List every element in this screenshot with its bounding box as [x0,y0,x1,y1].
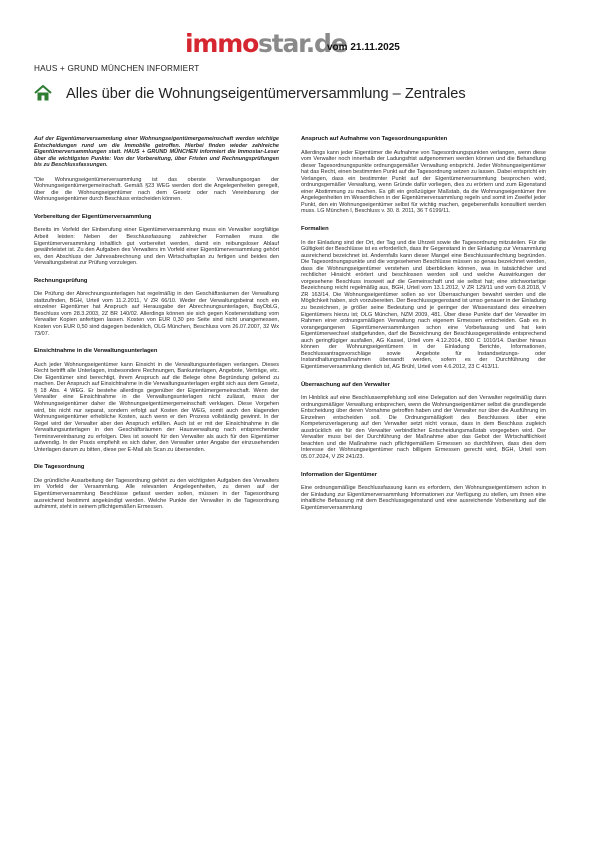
article-title: Alles über die Wohnungseigentümerversammlung – Zentrales [66,86,466,102]
section-heading: Die Tagesordnung [34,464,85,471]
paragraph: Auch jeder Wohnungseigentümer kann Einsicht in die Verwaltungsunterlagen verlangen. Dieses Recht betrifft alle Unterlagen, insbesondere Rechnungen, Bankunterlagen, Angebote, Verträge, etc. Die Eigentümer sind berechtigt, ihrem Anspruch auf die Belege ohne Begründung geltend zu machen. Der Anspruch auf Einsichtnahme in die Verwaltungsunterlagen ergibt sich aus dem Gesetz, § 18 Abs. 4 WEG. Er bestehe allerdings gegenüber der Eigentümergemeinschaft. Wenn der Verwalter eine Einsichtnahme in die Verwaltungsunterlagen nicht zulässt, muss der Wohnungseigentümer daher die Wohnungseigentümergemeinschaft verklagen. Diese Vorgehen wird, bis nicht nur separat, sondern erfolgt auf Kosten der WEG, somit auch den klagenden Wohnungseigentümer erhebliche Kosten, auch wenn er den Prozess vollständig gewinnt. In der Regel wird der Verwalter aber den Anspruch erfüllen. Auch ist er mit der Einsichtnahme in die Verwaltungsunterlagen in den Geschäftsräumen der Hausverwaltung nach entsprechender Terminsvereinbarung zu erfolgen. Dies ist sowohl für den Verwalter als auch für den Eigentümer aufwendig. In der Praxis empfiehlt es sich daher, den Verwalter unter Angabe der einzusehenden Unterlagen darum zu bitten, diese per E-Mail als Scan zu übersenden. [34,361,279,453]
paragraph: Eine ordnungsmäßige Beschlussfassung kann es erfordern, den Wohnungseigentümern schon in der Einladung zur Eigentümerversammlung Informationen zur Verfügung zu stellen, um ihnen eine inhaltliche Befassung mit dem Beschlussgegenstand und eine ausreichende Vorbereitung auf die Eigentümerversammlung [301,485,546,511]
section-heading: Formalien [301,226,329,233]
paragraph: Die Prüfung der Abrechnungsunterlagen hat regelmäßig in den Geschäftsräumen der Verwaltung stattzufinden, BGH, Urteil vom 11.2.2011, V ZR 66/10. Weder der Verwaltungsbeirat noch ein einzelner Eigentümer hat Anspruch auf Herausgabe der Abrechnungsunterlagen, BayObLG, Beschluss vom 28.3.2003, 2Z BR 140/02. Allerdings können sie sich gegen Kostenerstattung vom Verwalter Kopien anfertigen lassen. Kosten von EUR 0,30 pro Seite sind nicht unangemessen, Kosten von EUR 0,50 sind dagegen bedenklich, OLG München, Beschluss vom 26.07.2007, 32 Wx 73/07. [34,291,279,337]
section-heading: Überraschung auf den Verwalter [301,381,390,388]
publication-date: vom 21.11.2025 [327,42,400,53]
paragraph: Die gründliche Ausarbeitung der Tagesordnung gehört zu den wichtigsten Aufgaben des Verwalters im Vorfeld der Versammlung. Alle relevanten Angelegenheiten, zu denen auf der Eigentümerversammlung Beschlüsse gefasst werden sollen, müssen in der Tagesordnung ausreichend bestimmt angekündigt werden. Welche Punkte der Verwalter in die Tagesordnung aufnimmt, steht in seinem pflichtgemäßen Ermessen. [34,477,279,511]
article-column-right [301,136,546,518]
article-intro: Auf der Eigentümerversammlung einer Wohnungseigentümergemeinschaft werden wichtige Entscheidungen rund um die Immobilie getroffen. Hierbei finden wieder zahlreiche Eigentümerversammlungen statt. HAUS + GRUND MÜNCHEN informiert die Immostar-Leser über die wichtigsten Punkte: Von der Vorbereitung, über Fristen und Rechnungsprüfungen bis zu Beschlussfassungen. [34,136,279,169]
logo-text-star: star.de [258,29,347,58]
house-icon [34,85,52,101]
section-heading: Rechnungsprüfung [34,277,88,284]
paragraph: "Die Wohnungseigentümerversammlung ist das oberste Verwaltungsorgan der Wohnungseigentümergemeinschaft. Gemäß §23 WEG werden dort die Angelegenheiten geregelt, über die die Wohnungseigentümer nach dem Gesetz oder nach Vereinbarung der Wohnungseigentümer durch Beschluss entscheiden können. [34,176,279,203]
paragraph: Im Hinblick auf eine Beschlussempfehlung soll eine Delegation auf den Verwalter regelmäßig dann ordnungsmäßiger Verwaltung entsprechen, wenn die Wohnungseigentümer selbst die grundlegende Entscheidung über deren Vornahme getroffen haben und der Verwalter nur über die Ausführung im Einzelnen entscheiden soll. Die Ordnungsmäßigkeit des Beschlusses über eine Kompetenzverlagerung auf den Verwalter setzt nicht voraus, dass in dem Beschluss zugleich ausdrücklich ein für den Verwalter verbindlicher Entscheidungsmaßstab vorgegeben wird. Der Verwalter muss bei der Durchführung der Maßnahme aber das Gebot der Wirtschaftlichkeit beachten und die Maßnahme nach pflichtgemäßem Ermessen so durchführen, dass dies dem Interesse der Wohnungseigentümer nach billigem Ermessen gerecht wird, BGH, Urteil vom 05.07.2024, V ZR 241/23. [301,395,546,460]
section-heading: Vorbereitung der Eigentümerversammlung [34,213,152,220]
paragraph: Allerdings kann jeder Eigentümer die Aufnahme von Tagesordnungspunkten verlangen, wenn diese vom Verwalter noch innerhalb der Ladungsfrist aufgenommen werden können und die Behandlung dieser Tagesordnungspunkte ordnungsgemäßer Verwaltung entspricht. Jeder Wohnungseigentümer hat das Recht, einen bestimmten Punkt auf die Tagesordnung setzen zu lassen. Dabei entspricht ein Verlangen, dass ein bestimmter Punkt auf der Eigentümerversammlung besprochen wird, ordnungsgemäßer Verwaltung, wenn Gründe dafür vorliegen, dies zu erörtern und zum Eigenstand einer Abstimmung zu machen. Es gilt ein großzügiger Maßstab, da die Wohnungseigentümer ihre Angelegenheiten im Wesentlichen in der Eigentümerversammlung regeln und somit im Zweifel jeder Punkt, den ein Wohnungseigentümer selbst für wichtig machen, gegebenenfalls konsultiert werden muss. LG München I, Beschluss v. 30. 8. 2011, 36 T 6199/11. [301,149,546,215]
paragraph: Bereits im Vorfeld der Einberufung einer Eigentümerversammlung muss ein Verwalter sorgfältige Arbeit leisten: Neben der Beschlussfassung zahlreicher Formalien muss die Eigentümerversammlung inhaltlich gut vorbereitet werden, damit ein reibungsloser Ablauf gewährleistet ist. Zu den Aufgaben des Verwalters im Vorfeld einer Eigentümerversammlung gehört es, den Abschluss der Jahresabrechnung und den Wirtschaftsplan zu fertigen und beides den Verwaltungsbeirat zur Prüfung vorzulegen. [34,227,279,267]
immostar-logo [185,30,346,58]
section-heading: Einsichtnahme in die Verwaltungsunterlagen [34,348,158,355]
article-column-left [34,136,279,518]
paragraph: In der Einladung sind der Ort, der Tag und die Uhrzeit sowie die Tagesordnung mitzuteilen. Für die Gültigkeit der Beschlüsse ist es erforderlich, dass ihr Gegenstand in der Einladung zur Versammlung ausreichend bezeichnet ist. Andernfalls kann dieser Mangel eine Beschlussanfechtung begründen. Die Tagesordnungspunkte und die vorgesehenen Beschlüsse müssen so genau bezeichnet werden, dass die Wohnungseigentümer verstehen und überblicken können, was in tatsächlicher und rechtlicher Hinsicht erörtert und beschlossen werden soll und welche Auswirkungen der vorgesehene Beschluss insoweit auf die Gemeinschaft und sie selbst hat; eine stichwortartige Bezeichnung reicht regelmäßig aus, BGH, Urteil vom 13.1.2012, V ZR 129/11 und vom 6.8.2018, V ZR 163/14. Die Wohnungseigentümer sollen so vor Überraschungen bewahrt werden und die Möglichkeit haben, sich vorzubereiten. Der Beschlussgegenstand ist umso genauer in der Einladung zu bezeichnen, je größer seine Bedeutung und je geringer der Wissensstand des einzelnen Eigentümers hierzu ist; OLG München, NZM 2009, 481. Über diese Punkte darf der Verwalter im Rahmen einer ordnungsmäßigen Verwaltung nach eigenem Ermessen entscheiden. Gab es in vorangegangenen Eigentümerversammlungen schon eine Vorbefassung und hat kein Eigentümerwechsel stattgefunden, darf die Bezeichnung der Beschlussgegenstände entsprechend auch geringfügiger ausfallen, AG Kassel, Urteil vom 4.12.2014, 800 C 1010/14. Darüber hinaus können der Wohnungseigentümern in der Einladung Berichte, Informationen, Beschlussantragsvorschläge sowie Angebote für Instandsetzungs- oder Instandhaltungsmaßnahmen übersandt werden, sofern es der Durchführung der Eigentümerversammlung dienlich ist, AG Brühl, Urteil vom 4.6.2012, 23 C 413/11. [301,239,546,370]
section-heading: Anspruch auf Aufnahme von Tagesordnungspunkten [301,136,448,142]
section-heading: Information der Eigentümer [301,471,378,478]
logo-text-immo: immo [185,29,259,58]
source-line: HAUS + GRUND MÜNCHEN INFORMIERT [34,64,200,73]
